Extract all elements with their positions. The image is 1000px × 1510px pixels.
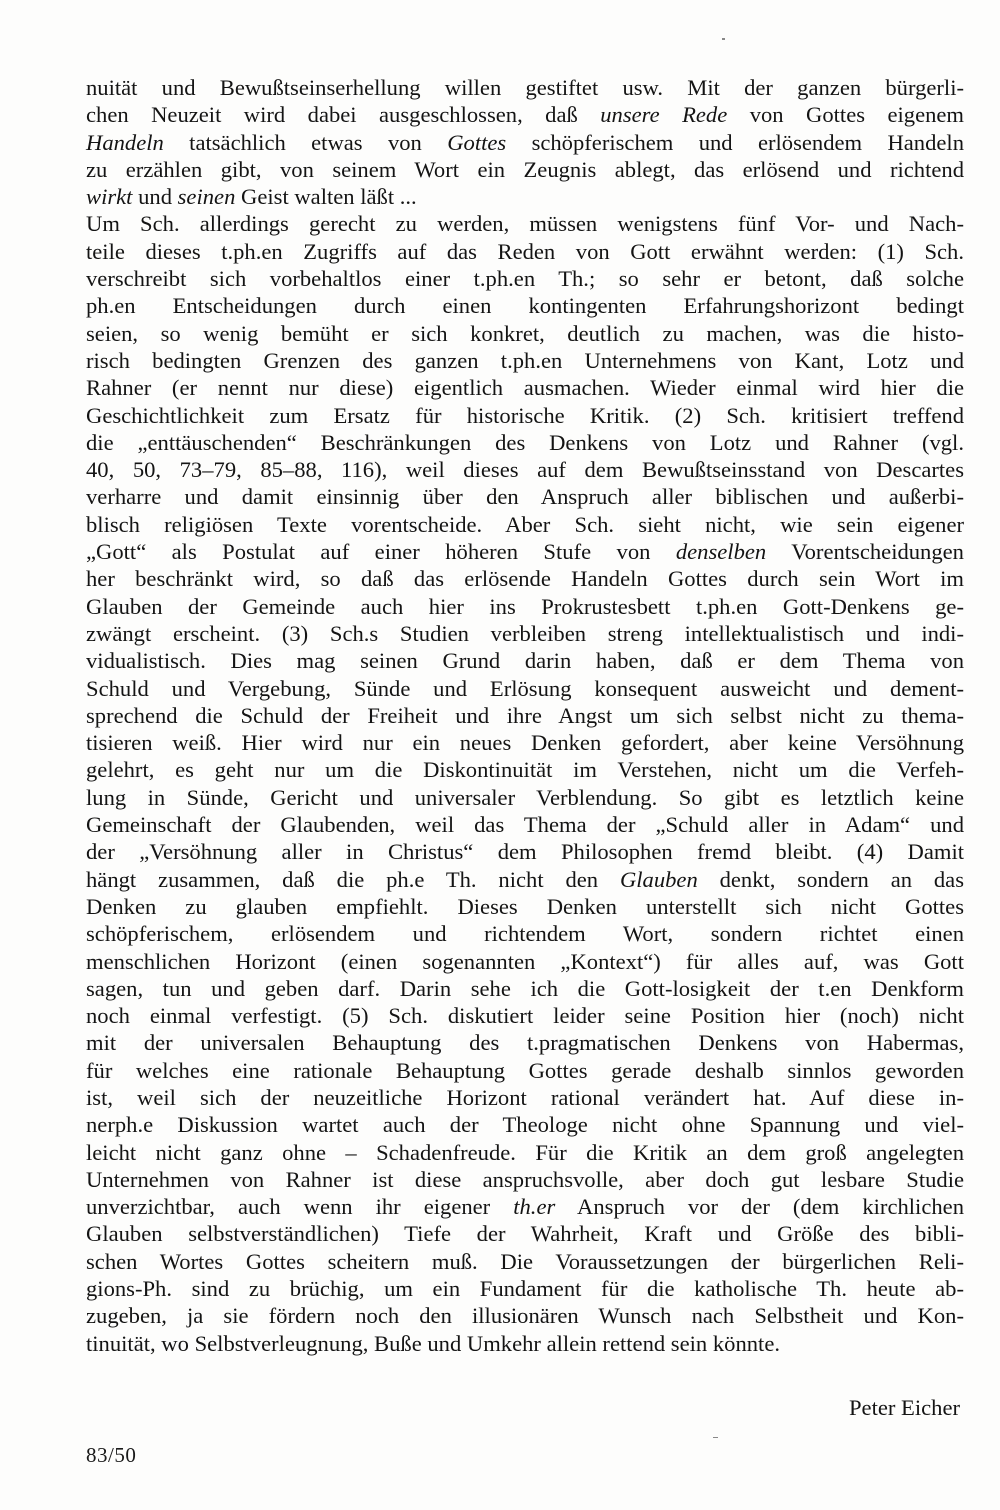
text-line: wirkt und seinen Geist walten läßt ...: [86, 184, 417, 210]
text-line: Rahner (er nennt nur diese) eigentlich ausmachen. Wieder einmal wird hier die: [86, 375, 964, 401]
text-line: schöpferischem, erlösendem und richtendem Wort, sondern richtet einen: [86, 921, 964, 947]
text-line: Unternehmen von Rahner ist diese anspruchsvolle, aber doch gut lesbare Studie: [86, 1166, 964, 1192]
text-line: chen Neuzeit wird dabei ausgeschlossen, daß unsere Rede von Gottes eigenem: [86, 102, 964, 128]
text-line: blisch religiösen Texte vorentscheide. Aber Sch. sieht nicht, wie sein eigener: [86, 511, 964, 537]
scan-speck: [722, 38, 725, 40]
italic-emphasis: denselben: [675, 539, 767, 565]
text-line: risch bedingten Grenzen des ganzen t.ph.en Unternehmens von Kant, Lotz und: [86, 347, 964, 373]
text-line: her beschränkt wird, so daß das erlösende Handeln Gottes durch sein Wort im: [86, 566, 964, 592]
text-line: zugeben, ja sie fördern noch den illusionären Wunsch nach Selbstheit und Kon-: [86, 1303, 964, 1329]
text-line: „Gott“ als Postulat auf einer höheren Stufe von denselben Vorentscheidungen: [86, 539, 964, 565]
text-line: ist, weil sich der neuzeitliche Horizont rational verändert hat. Auf diese in-: [86, 1084, 964, 1110]
text-line: nerph.e Diskussion wartet auch der Theologe nicht ohne Spannung und viel-: [86, 1112, 964, 1138]
text-line: lung in Sünde, Gericht und universaler Verblendung. So gibt es letztlich keine: [86, 784, 964, 810]
text-line: hängt zusammen, daß die ph.e Th. nicht den Glauben denkt, sondern an das: [86, 866, 964, 892]
review-body-text: [86, 74, 964, 1357]
text-line: gions-Ph. sind zu brüchig, um ein Fundament für die katholische Th. heute ab-: [86, 1276, 964, 1302]
text-line: verharre und damit einsinnig über den Anspruch aller biblischen und außerbi-: [86, 484, 964, 510]
text-line: zwängt erscheint. (3) Sch.s Studien verbleiben streng intellektualistisch und indi-: [86, 620, 964, 646]
text-line: gelehrt, es geht nur um die Diskontinuität im Verstehen, nicht um die Verfeh-: [86, 757, 964, 783]
italic-emphasis: wirkt: [86, 184, 133, 210]
text-line: 40, 50, 73–79, 85–88, 116), weil dieses auf dem Bewußtseinsstand von Descartes: [86, 457, 964, 483]
text-line: Schuld und Vergebung, Sünde und Erlösung konsequent ausweicht und dement-: [86, 675, 964, 701]
text-line: Glauben selbstverständlichen) Tiefe der Wahrheit, Kraft und Größe des bibli-: [86, 1221, 964, 1247]
text-line: die „enttäuschenden“ Beschränkungen des Denkens von Lotz und Rahner (vgl.: [86, 429, 964, 455]
text-line: ph.en Entscheidungen durch einen kontingenten Erfahrungshorizont bedingt: [86, 293, 964, 319]
text-line: Denken zu glauben empfiehlt. Dieses Denken unterstellt sich nicht Gottes: [86, 893, 964, 919]
italic-emphasis: unsere Rede: [600, 102, 728, 128]
text-line: tisieren weiß. Hier wird nur ein neues Denken gefordert, aber keine Versöhnung: [86, 730, 964, 756]
italic-emphasis: seinen: [177, 184, 236, 210]
text-line: verschreibt sich vorbehaltlos einer t.ph.en Th.; so sehr er betont, daß solche: [86, 266, 964, 292]
text-line: schen Wortes Gottes scheitern muß. Die Voraussetzungen der bürgerlichen Reli-: [86, 1248, 964, 1274]
text-line: sprechend die Schuld der Freiheit und ihre Angst um sich selbst nicht zu thema-: [86, 702, 964, 728]
text-line: Glauben der Gemeinde auch hier ins Prokrustesbett t.ph.en Gott-Denkens ge-: [86, 593, 964, 619]
italic-emphasis: Handeln: [86, 129, 164, 155]
text-line: Um Sch. allerdings gerecht zu werden, müssen wenigstens fünf Vor- und Nach-: [86, 211, 964, 237]
text-line: seien, so wenig bemüht er sich konkret, deutlich zu machen, was die histo-: [86, 320, 964, 346]
text-line: Handeln tatsächlich etwas von Gottes schöpferischem und erlösendem Handeln: [86, 129, 964, 155]
text-line: mit der universalen Behauptung des t.pragmatischen Denkens von Habermas,: [86, 1030, 964, 1056]
text-line: tinuität, wo Selbstverleugnung, Buße und Umkehr allein rettend sein könnte.: [86, 1330, 780, 1356]
italic-emphasis: th.er: [513, 1194, 556, 1220]
text-line: der „Versöhnung aller in Christus“ dem Philosophen fremd bleibt. (4) Damit: [86, 839, 964, 865]
italic-emphasis: Gottes: [447, 129, 507, 155]
text-line: nuität und Bewußtseinserhellung willen gestiftet usw. Mit der ganzen bürgerli-: [86, 75, 964, 100]
text-line: unverzichtbar, auch wenn ihr eigener th.er Anspruch vor der (dem kirchlichen: [86, 1194, 964, 1220]
text-line: Geschichtlichkeit zum Ersatz für historische Kritik. (2) Sch. kritisiert treffend: [86, 402, 964, 428]
text-line: menschlichen Horizont (einen sogenannten „Kontext“) für alles auf, was Gott: [86, 948, 964, 974]
italic-emphasis: Glauben: [619, 866, 698, 892]
text-line: vidualistisch. Dies mag seinen Grund darin haben, daß er dem Thema von: [86, 648, 964, 674]
text-line: leicht nicht ganz ohne – Schadenfreude. Für die Kritik an dem groß angelegten: [86, 1139, 964, 1165]
text-line: sagen, tun und geben darf. Darin sehe ich die Gott-losigkeit der t.en Denkform: [86, 975, 964, 1001]
text-line: für welches eine rationale Behauptung Gottes gerade deshalb sinnlos geworden: [86, 1057, 964, 1083]
author-signature: Peter Eicher: [848, 1395, 960, 1420]
text-line: zu erzählen gibt, von seinem Wort ein Zeugnis ablegt, das erlösend und richtend: [86, 156, 964, 182]
scan-speck: [713, 1437, 718, 1438]
page-number: 83/50: [86, 1443, 137, 1467]
text-line: Gemeinschaft der Glaubenden, weil das Thema der „Schuld aller in Adam“ und: [86, 812, 964, 838]
text-line: teile dieses t.ph.en Zugriffs auf das Reden von Gott erwähnt werden: (1) Sch.: [86, 238, 964, 264]
text-line: noch einmal verfestigt. (5) Sch. diskutiert leider seine Position hier (noch) nicht: [86, 1003, 964, 1029]
